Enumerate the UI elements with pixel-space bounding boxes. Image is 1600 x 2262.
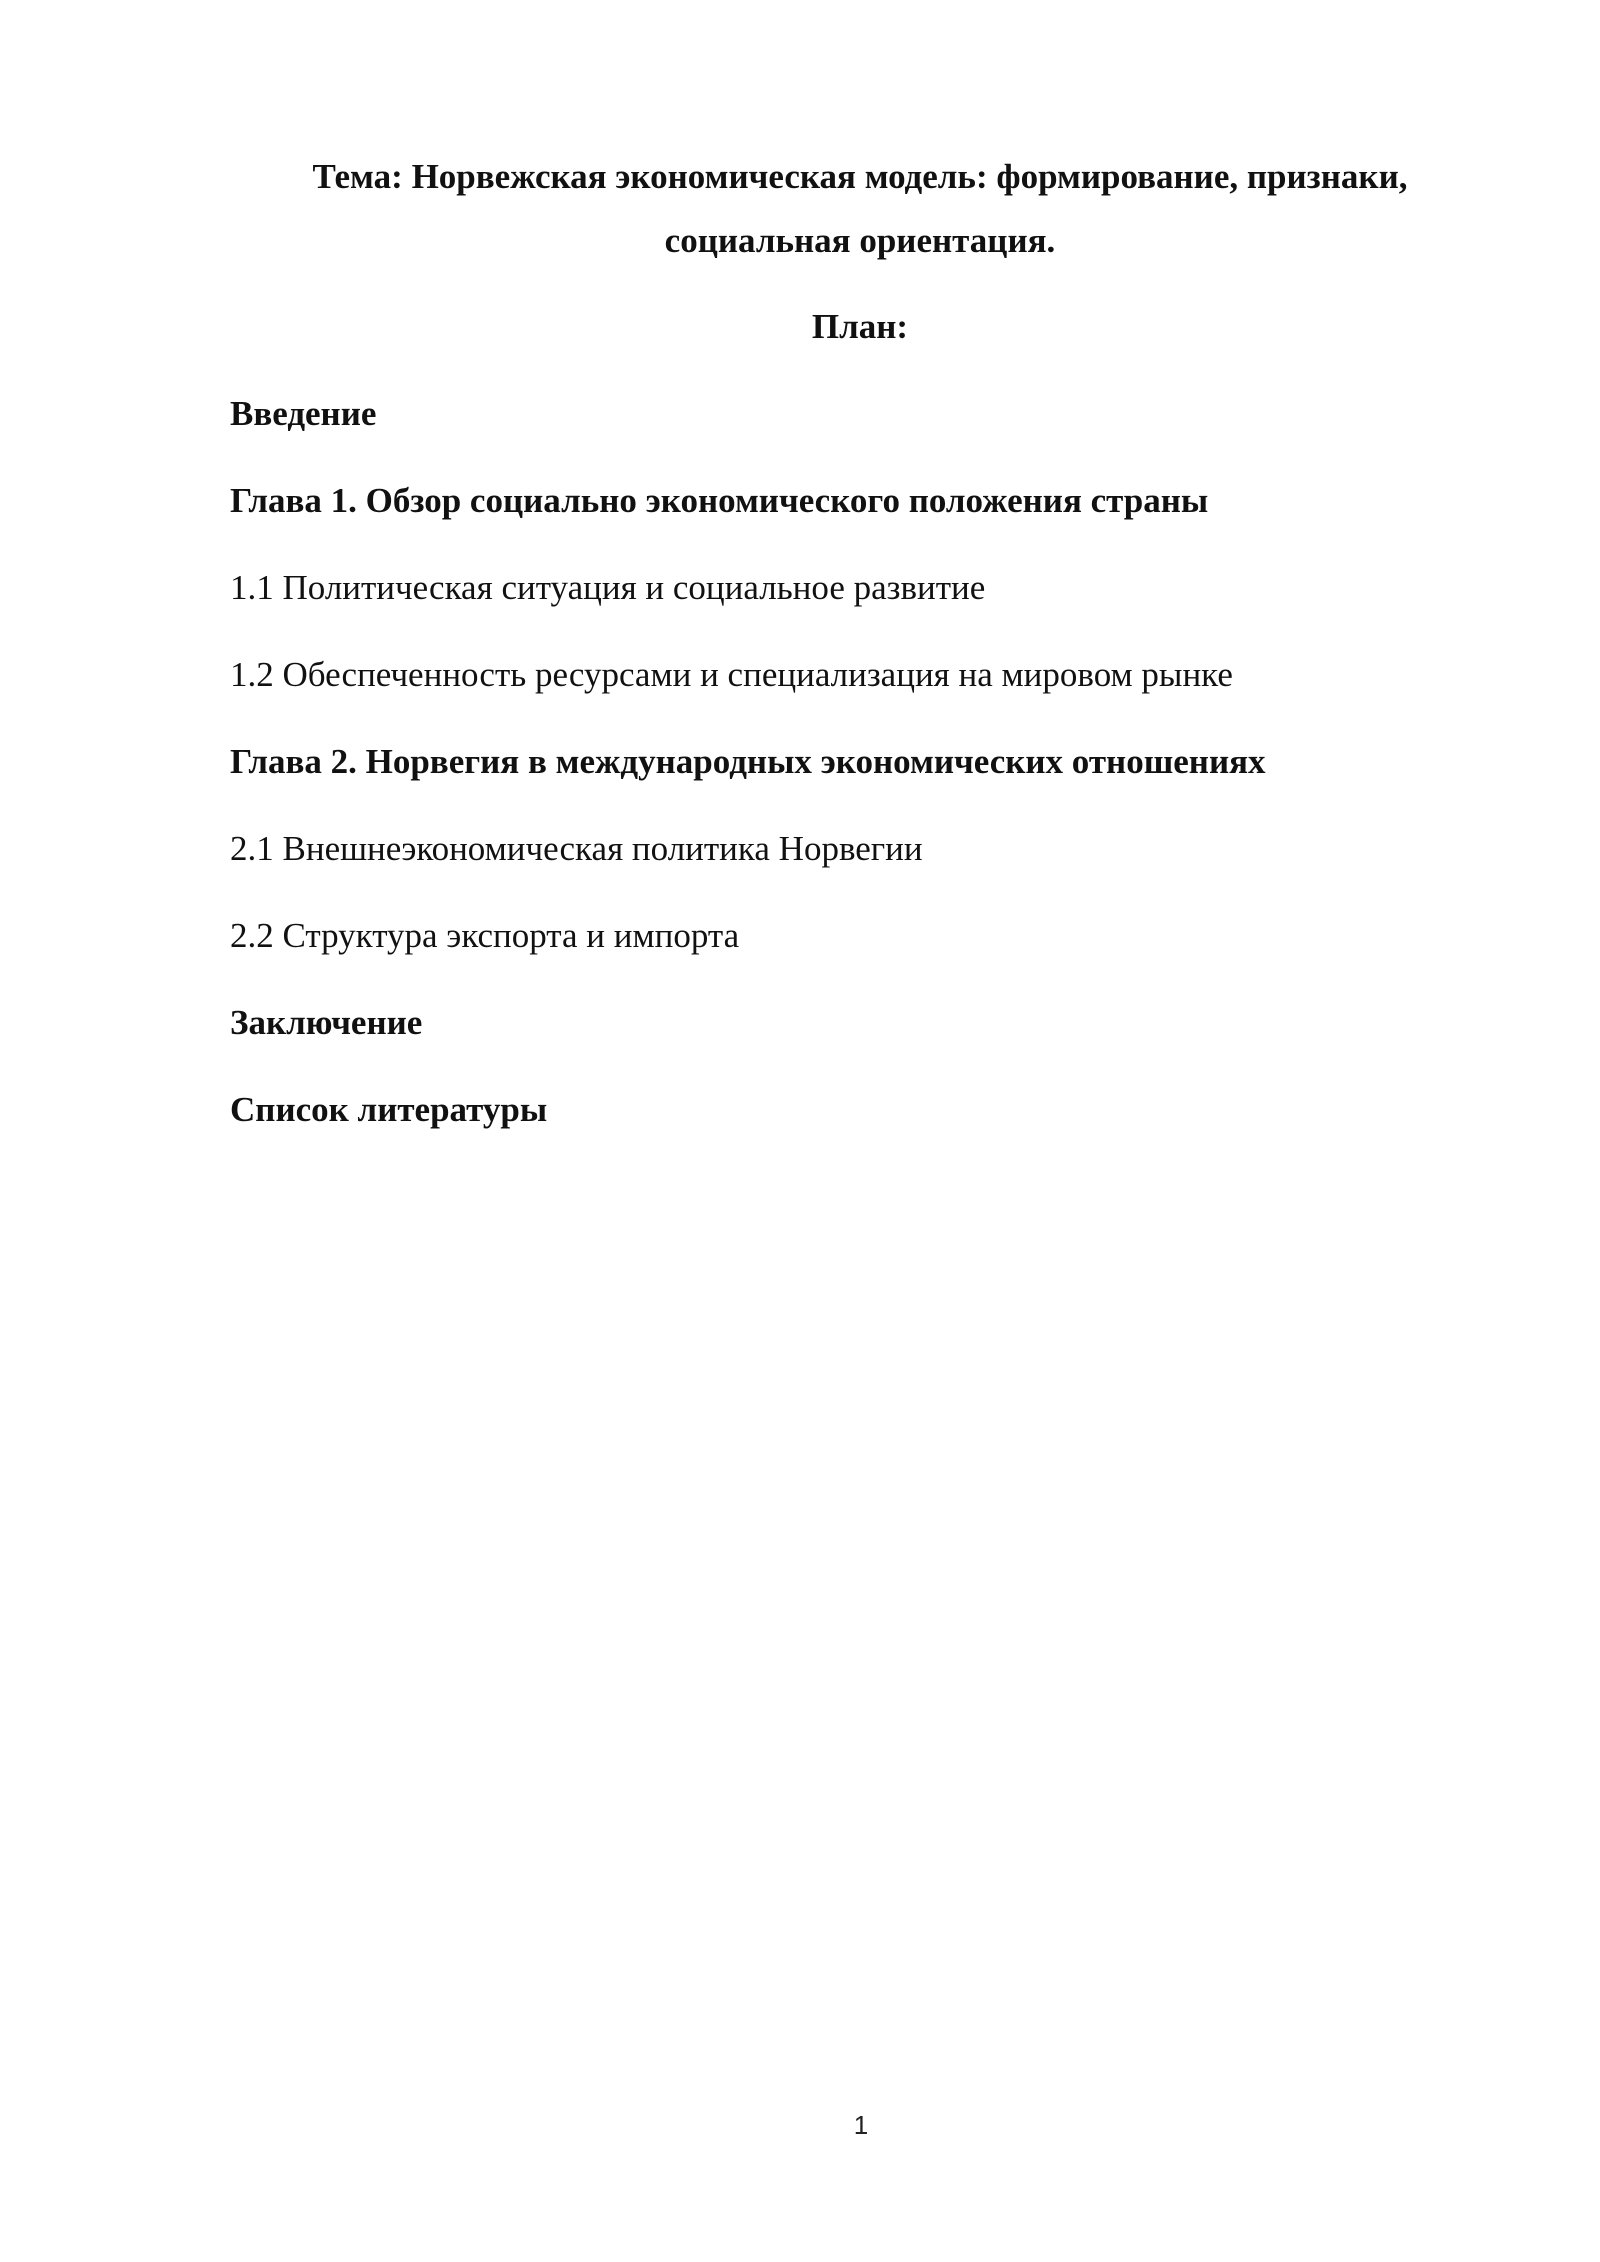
toc-item-chapter-1: Глава 1. Обзор социально экономического положения страны bbox=[230, 481, 1209, 520]
document-title-line-2: социальная ориентация. bbox=[664, 221, 1056, 260]
toc-item-section-1-2: 1.2 Обеспеченность ресурсами и специализация на мировом рынке bbox=[230, 655, 1233, 694]
toc-item-references: Список литературы bbox=[230, 1090, 548, 1129]
toc-item-section-2-1: 2.1 Внешнеэкономическая политика Норвегии bbox=[230, 829, 923, 868]
toc-item-section-1-1: 1.1 Политическая ситуация и социальное развитие bbox=[230, 568, 986, 607]
document-title-line-1: Тема: Норвежская экономическая модель: формирование, признаки, bbox=[312, 157, 1408, 196]
page-number: 1 bbox=[853, 2110, 869, 2140]
toc-item-introduction: Введение bbox=[230, 394, 377, 433]
plan-heading: План: bbox=[811, 307, 909, 346]
toc-item-conclusion: Заключение bbox=[230, 1003, 423, 1042]
toc-item-section-2-2: 2.2 Структура экспорта и импорта bbox=[230, 916, 740, 955]
toc-item-chapter-2: Глава 2. Норвегия в международных экономических отношениях bbox=[230, 742, 1266, 781]
